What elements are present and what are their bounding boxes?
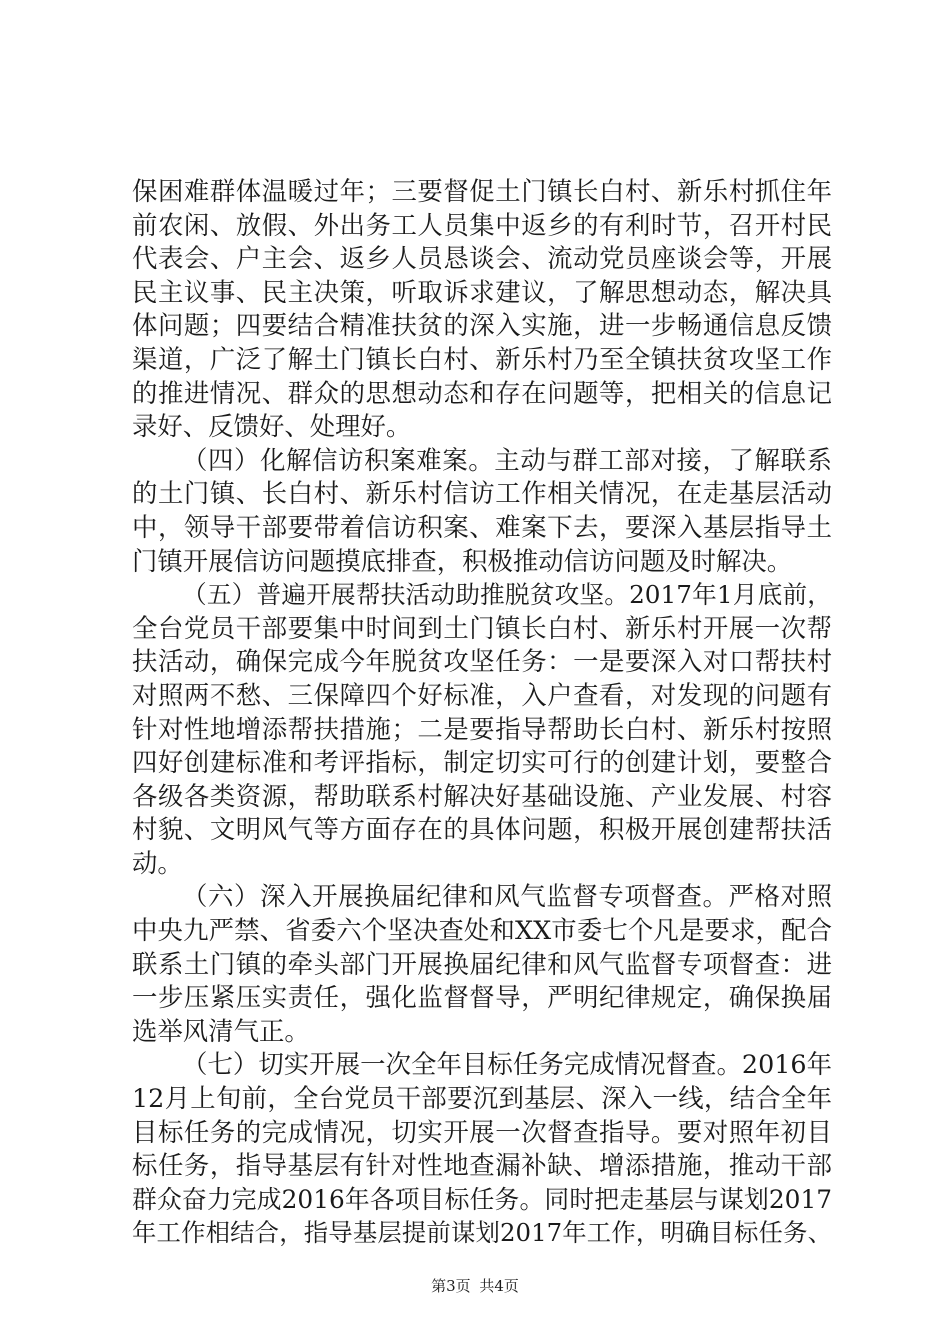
text-line: 联系土门镇的牵头部门开展换届纪律和风气监督专项督查：进: [132, 948, 832, 979]
text-line: 一步压紧压实责任，强化监督督导，严明纪律规定，确保换届: [132, 982, 832, 1013]
text-line: 体问题；四要结合精准扶贫的深入实施，进一步畅通信息反馈: [132, 310, 832, 341]
text-line: 中，领导干部要带着信访积案、难案下去，要深入基层指导土: [132, 511, 832, 542]
text-line: 民主议事、民主决策，听取诉求建议，了解思想动态，解决具: [132, 276, 832, 307]
text-line: 保困难群体温暖过年；三要督促土门镇长白村、新乐村抓住年: [132, 176, 832, 206]
page-number: 第3页: [431, 1277, 471, 1295]
text-line: 选举风清气正。: [132, 1015, 310, 1046]
text-line: （五）普遍开展帮扶活动助推脱贫攻坚。2017年1月底前，: [182, 580, 832, 610]
text-line: 全台党员干部要集中时间到土门镇长白村、新乐村开展一次帮: [132, 612, 832, 643]
text-line: 前农闲、放假、外出务工人员集中返乡的有利时节，召开村民: [132, 209, 832, 240]
page-total: 共4页: [479, 1277, 519, 1295]
text-line: 村貌、文明风气等方面存在的具体问题，积极开展创建帮扶活: [132, 814, 832, 845]
text-line: 对照两不愁、三保障四个好标准，入户查看，对发现的问题有: [132, 679, 832, 710]
text-line: 中央九严禁、省委六个坚决查处和XX市委七个凡是要求，配合: [132, 915, 832, 946]
text-line: 渠道，广泛了解土门镇长白村、新乐村乃至全镇扶贫攻坚工作: [132, 343, 832, 374]
text-line: 12月上旬前，全台党员干部要沉到基层、深入一线，结合全年: [132, 1083, 832, 1114]
text-line: 各级各类资源，帮助联系村解决好基础设施、产业发展、村容: [132, 780, 832, 811]
text-line: 针对性地增添帮扶措施；二是要指导帮助长白村、新乐村按照: [132, 713, 832, 744]
text-line: （七）切实开展一次全年目标任务完成情况督查。2016年: [182, 1049, 832, 1080]
text-line: 的推进情况、群众的思想动态和存在问题等，把相关的信息记: [132, 377, 832, 408]
page-footer: [0, 1275, 950, 1296]
text-line: 标任务，指导基层有针对性地查漏补缺、增添措施，推动干部: [132, 1150, 832, 1181]
text-line: 动。: [132, 847, 183, 878]
text-line: 代表会、户主会、返乡人员恳谈会、流动党员座谈会等，开展: [132, 243, 832, 274]
text-line: 群众奋力完成2016年各项目标任务。同时把走基层与谋划2017: [132, 1184, 832, 1214]
text-line: （四）化解信访积案难案。主动与群工部对接，了解联系: [182, 444, 832, 475]
text-line: 扶活动，确保完成今年脱贫攻坚任务：一是要深入对口帮扶村: [132, 646, 832, 677]
text-line: 四好创建标准和考评指标，制定切实可行的创建计划，要整合: [132, 747, 832, 778]
text-line: （六）深入开展换届纪律和风气监督专项督查。严格对照: [182, 881, 832, 912]
text-line: 门镇开展信访问题摸底排查，积极推动信访问题及时解决。: [132, 545, 793, 576]
text-line: 录好、反馈好、处理好。: [132, 411, 412, 442]
text-line: 年工作相结合，指导基层提前谋划2017年工作，明确目标任务、: [132, 1218, 832, 1248]
text-line: 目标任务的完成情况，切实开展一次督查指导。要对照年初目: [132, 1116, 832, 1147]
document-body: [132, 175, 832, 1250]
text-line: 的土门镇、长白村、新乐村信访工作相关情况，在走基层活动: [132, 478, 832, 509]
